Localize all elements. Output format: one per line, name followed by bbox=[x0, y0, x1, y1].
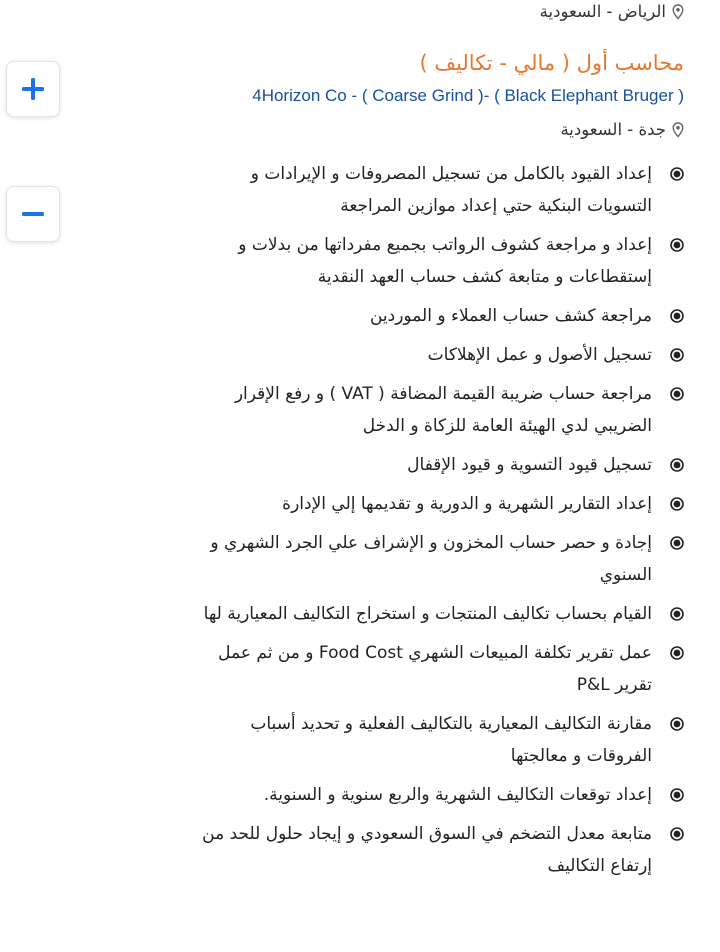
list-item: إجادة و حصر حساب المخزون و الإشراف علي الجرد الشهري و السنوي bbox=[182, 527, 684, 591]
job-location bbox=[560, 120, 684, 139]
zoom-out-button[interactable] bbox=[6, 186, 60, 242]
bullet-icon bbox=[670, 607, 684, 621]
bullet-icon bbox=[670, 536, 684, 550]
location-text: الرياض - السعودية bbox=[539, 2, 666, 21]
list-item: إعداد التقارير الشهرية و الدورية و تقديمها إلي الإدارة bbox=[182, 488, 684, 520]
plus-icon bbox=[20, 76, 46, 102]
bullet-icon bbox=[670, 458, 684, 472]
bullet-icon bbox=[670, 497, 684, 511]
bullet-icon bbox=[670, 717, 684, 731]
bullet-icon bbox=[670, 646, 684, 660]
bullet-icon bbox=[670, 238, 684, 252]
list-item: مراجعة كشف حساب العملاء و الموردين bbox=[182, 300, 684, 332]
bullet-icon bbox=[670, 788, 684, 802]
list-item: متابعة معدل التضخم في السوق السعودي و إيجاد حلول للحد من إرتفاع التكاليف bbox=[182, 818, 684, 882]
zoom-in-button[interactable] bbox=[6, 61, 60, 117]
location-line-previous bbox=[540, 2, 684, 21]
location-pin-icon bbox=[672, 4, 684, 20]
list-item: مقارنة التكاليف المعيارية بالتكاليف الفعلية و تحديد أسباب الفروقات و معالجتها bbox=[182, 708, 684, 772]
list-item: إعداد توقعات التكاليف الشهرية والربع سنوية و السنوية. bbox=[182, 779, 684, 811]
list-item: القيام بحساب تكاليف المنتجات و استخراج التكاليف المعيارية لها bbox=[182, 598, 684, 630]
list-item: إعداد و مراجعة كشوف الرواتب بجميع مفرداتها من بدلات و إستقطاعات و متابعة كشف حساب العهد النقدية bbox=[182, 229, 684, 293]
bullet-icon bbox=[670, 348, 684, 362]
list-item: تسجيل قيود التسوية و قيود الإقفال bbox=[182, 449, 684, 481]
list-item: عمل تقرير تكلفة المبيعات الشهري Food Cost و من ثم عمل تقرير P&L bbox=[182, 637, 684, 701]
job-title: محاسب أول ( مالي - تكاليف ) bbox=[419, 51, 684, 75]
location-text: جدة - السعودية bbox=[560, 120, 666, 139]
bullet-icon bbox=[670, 167, 684, 181]
bullet-icon bbox=[670, 309, 684, 323]
duties-list bbox=[84, 158, 684, 889]
company-name: 4Horizon Co - ( Coarse Grind )- ( Black Elephant Bruger ) bbox=[252, 86, 684, 105]
bullet-icon bbox=[670, 387, 684, 401]
list-item: إعداد القيود بالكامل من تسجيل المصروفات و الإيرادات و التسويات البنكية حتي إعداد موازين المراجعة bbox=[182, 158, 684, 222]
list-item: تسجيل الأصول و عمل الإهلاكات bbox=[182, 339, 684, 371]
list-item: مراجعة حساب ضريبة القيمة المضافة ( VAT ) و رفع الإقرار الضريبي لدي الهيئة العامة للزكاة و الدخل bbox=[182, 378, 684, 442]
bullet-icon bbox=[670, 827, 684, 841]
minus-icon bbox=[20, 201, 46, 227]
location-pin-icon bbox=[672, 122, 684, 138]
